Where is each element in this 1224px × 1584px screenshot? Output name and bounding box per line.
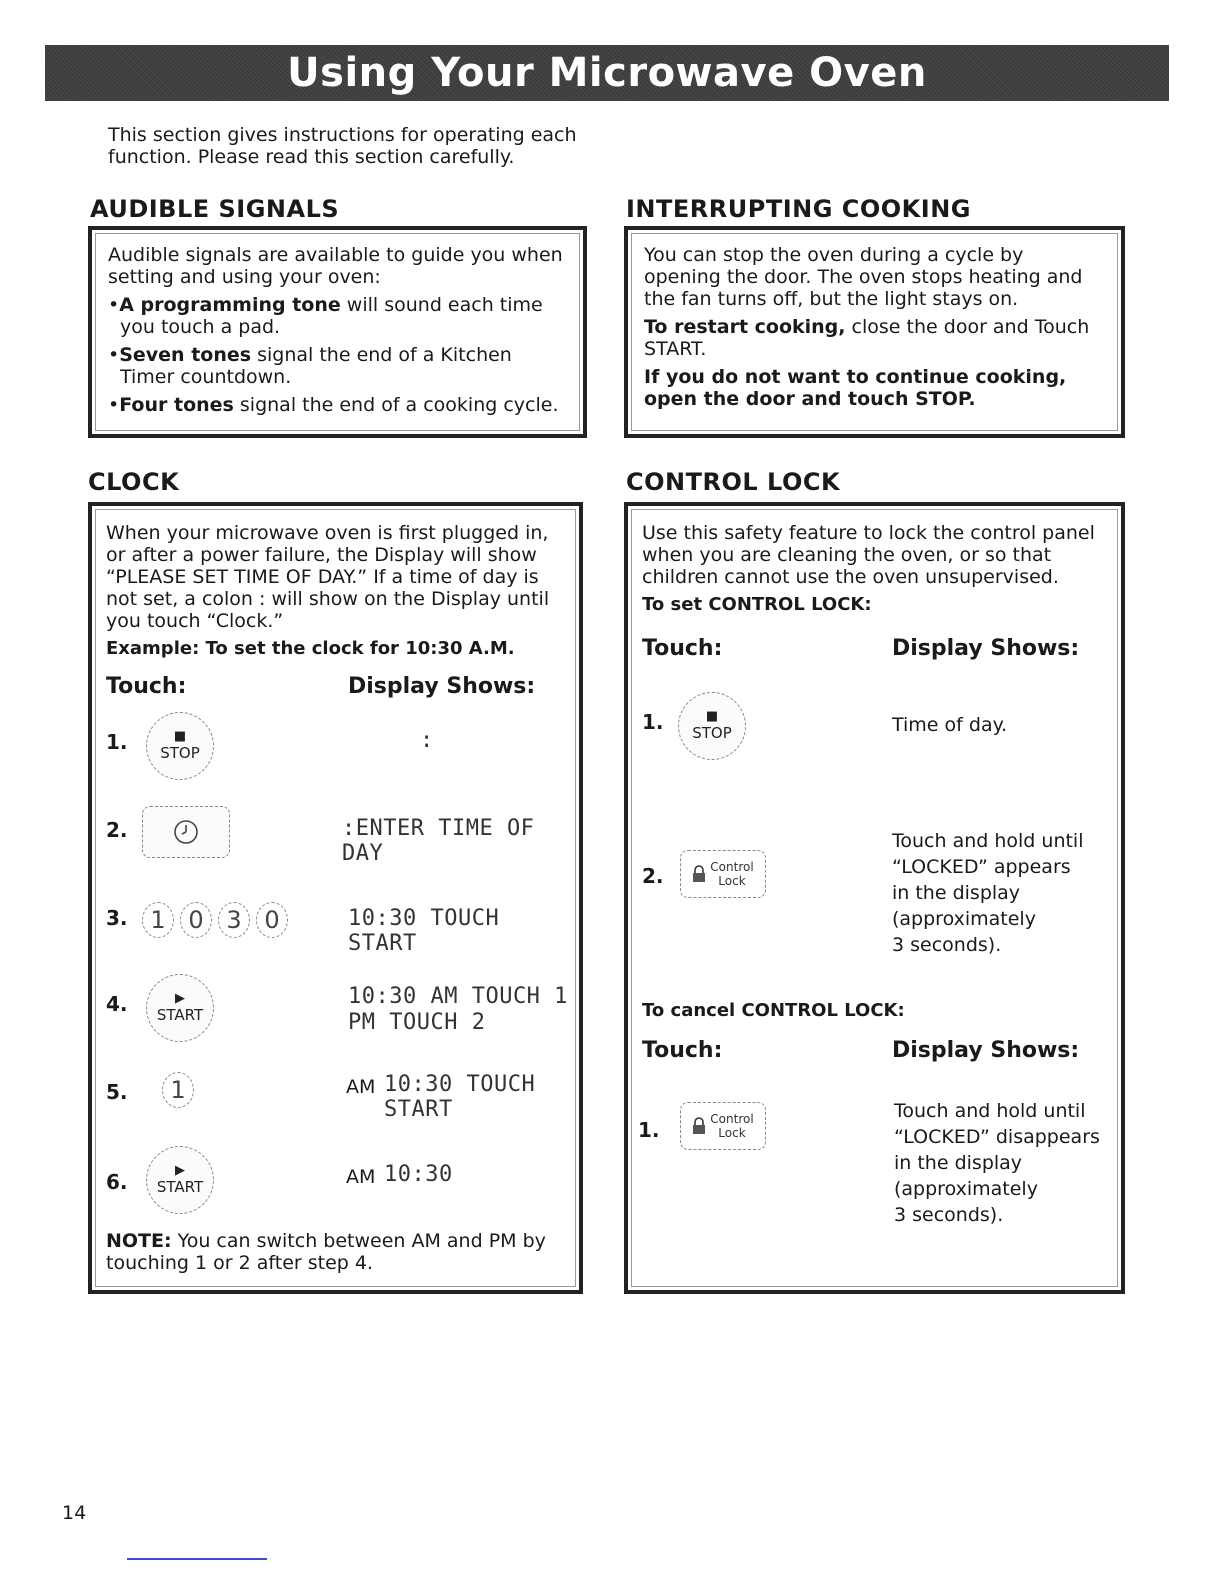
display-readout: Time of day. [892,714,1008,736]
audible-signals-heading: AUDIBLE SIGNALS [90,195,340,223]
page-title: Using Your Microwave Oven [287,50,927,96]
display-readout: 10:30 [384,1162,453,1187]
control-lock-heading: CONTROL LOCK [626,468,841,496]
interrupting-p3: If you do not want to continue cooking, open the door and touch STOP. [644,366,1067,410]
interrupting-p2: To restart cooking, close the door and Touch START. [644,316,1090,360]
control-lock-box [624,502,1125,1294]
lock-icon [692,1117,706,1135]
step-number: 5. [106,1080,128,1104]
page-title-banner [45,45,1169,101]
audible-signals-box [88,226,587,438]
step-number: 1. [638,1118,660,1142]
display-readout: Touch and hold until “LOCKED” disappears in the display (approximately 3 seconds). [894,1100,1100,1226]
clock-box [88,502,583,1294]
display-readout: PM TOUCH 2 [348,1010,486,1035]
clock-example: Example: To set the clock for 10:30 A.M. [106,638,515,659]
list-item: •Seven tones signal the end of a Kitchen Timer countdown. [108,344,512,388]
control-lock-button[interactable]: Control Lock [680,1102,766,1150]
display-readout: :ENTER TIME OF DAY [342,816,535,866]
clock-icon [172,818,200,846]
step-number: 2. [642,864,664,888]
clock-p1: When your microwave oven is first plugged in, or after a power failure, the Display will show “PLEASE SET TIME OF DAY.” If a time of day is not set, a colon : will show on the Display until you touch “Clock.” [106,522,550,632]
display-readout: : [420,728,434,753]
clock-note: NOTE: You can switch between AM and PM by touching 1 or 2 after step 4. [106,1230,546,1274]
clock-button[interactable] [142,806,230,858]
interrupting-cooking-heading: INTERRUPTING COOKING [626,195,971,223]
digit-0-button[interactable]: 0 [256,902,288,938]
digit-1-button[interactable]: 1 [142,902,174,938]
interrupting-p1: You can stop the oven during a cycle by opening the door. The oven stops heating and the fan turns off, but the light stays on. [644,244,1083,310]
clock-heading: CLOCK [88,468,180,496]
control-lock-cancel-title: To cancel CONTROL LOCK: [642,1000,905,1021]
control-lock-display-label: Display Shows: [892,1038,1080,1063]
control-lock-touch-label: Touch: [642,636,723,661]
start-button[interactable]: ▶ START [146,1146,214,1214]
control-lock-set-title: To set CONTROL LOCK: [642,594,872,615]
control-lock-button[interactable]: Control Lock [680,850,766,898]
control-lock-p1: Use this safety feature to lock the control panel when you are cleaning the oven, or so that children cannot use the oven unsupervised. [642,522,1095,588]
stop-icon: ■ [705,709,719,724]
footer-rule [127,1558,267,1560]
step-number: 3. [106,906,128,930]
intro-text: This section gives instructions for operating each function. Please read this section carefully. [108,124,577,168]
start-button[interactable]: ▶ START [146,974,214,1042]
digit-1-button[interactable]: 1 [162,1072,194,1108]
control-lock-touch-label: Touch: [642,1038,723,1063]
page-number: 14 [62,1502,87,1524]
digit-0-button[interactable]: 0 [180,902,212,938]
display-readout: 10:30 TOUCH START [348,906,500,956]
clock-touch-label: Touch: [106,674,187,699]
list-item: •A programming tone will sound each time you touch a pad. [108,294,543,338]
step-number: 6. [106,1170,128,1194]
audible-lead: Audible signals are available to guide you when setting and using your oven: [108,244,563,288]
control-lock-display-label: Display Shows: [892,636,1080,661]
display-readout: Touch and hold until “LOCKED” appears in the display (approximately 3 seconds). [892,830,1084,956]
step-number: 1. [106,730,128,754]
play-icon: ▶ [175,991,185,1006]
step-number: 4. [106,992,128,1016]
interrupting-cooking-box [624,226,1125,438]
stop-icon: ■ [173,729,187,744]
display-readout: 10:30 TOUCH START [384,1072,536,1122]
lock-icon [692,865,706,883]
display-prefix: AM [346,1076,376,1098]
list-item: •Four tones signal the end of a cooking cycle. [108,394,559,416]
clock-display-label: Display Shows: [348,674,536,699]
step-number: 1. [642,710,664,734]
stop-button[interactable]: ■ STOP [678,692,746,760]
step-number: 2. [106,818,128,842]
digit-3-button[interactable]: 3 [218,902,250,938]
stop-button[interactable]: ■ STOP [146,712,214,780]
display-readout: 10:30 AM TOUCH 1 [348,984,568,1009]
display-prefix: AM [346,1166,376,1188]
play-icon: ▶ [175,1163,185,1178]
